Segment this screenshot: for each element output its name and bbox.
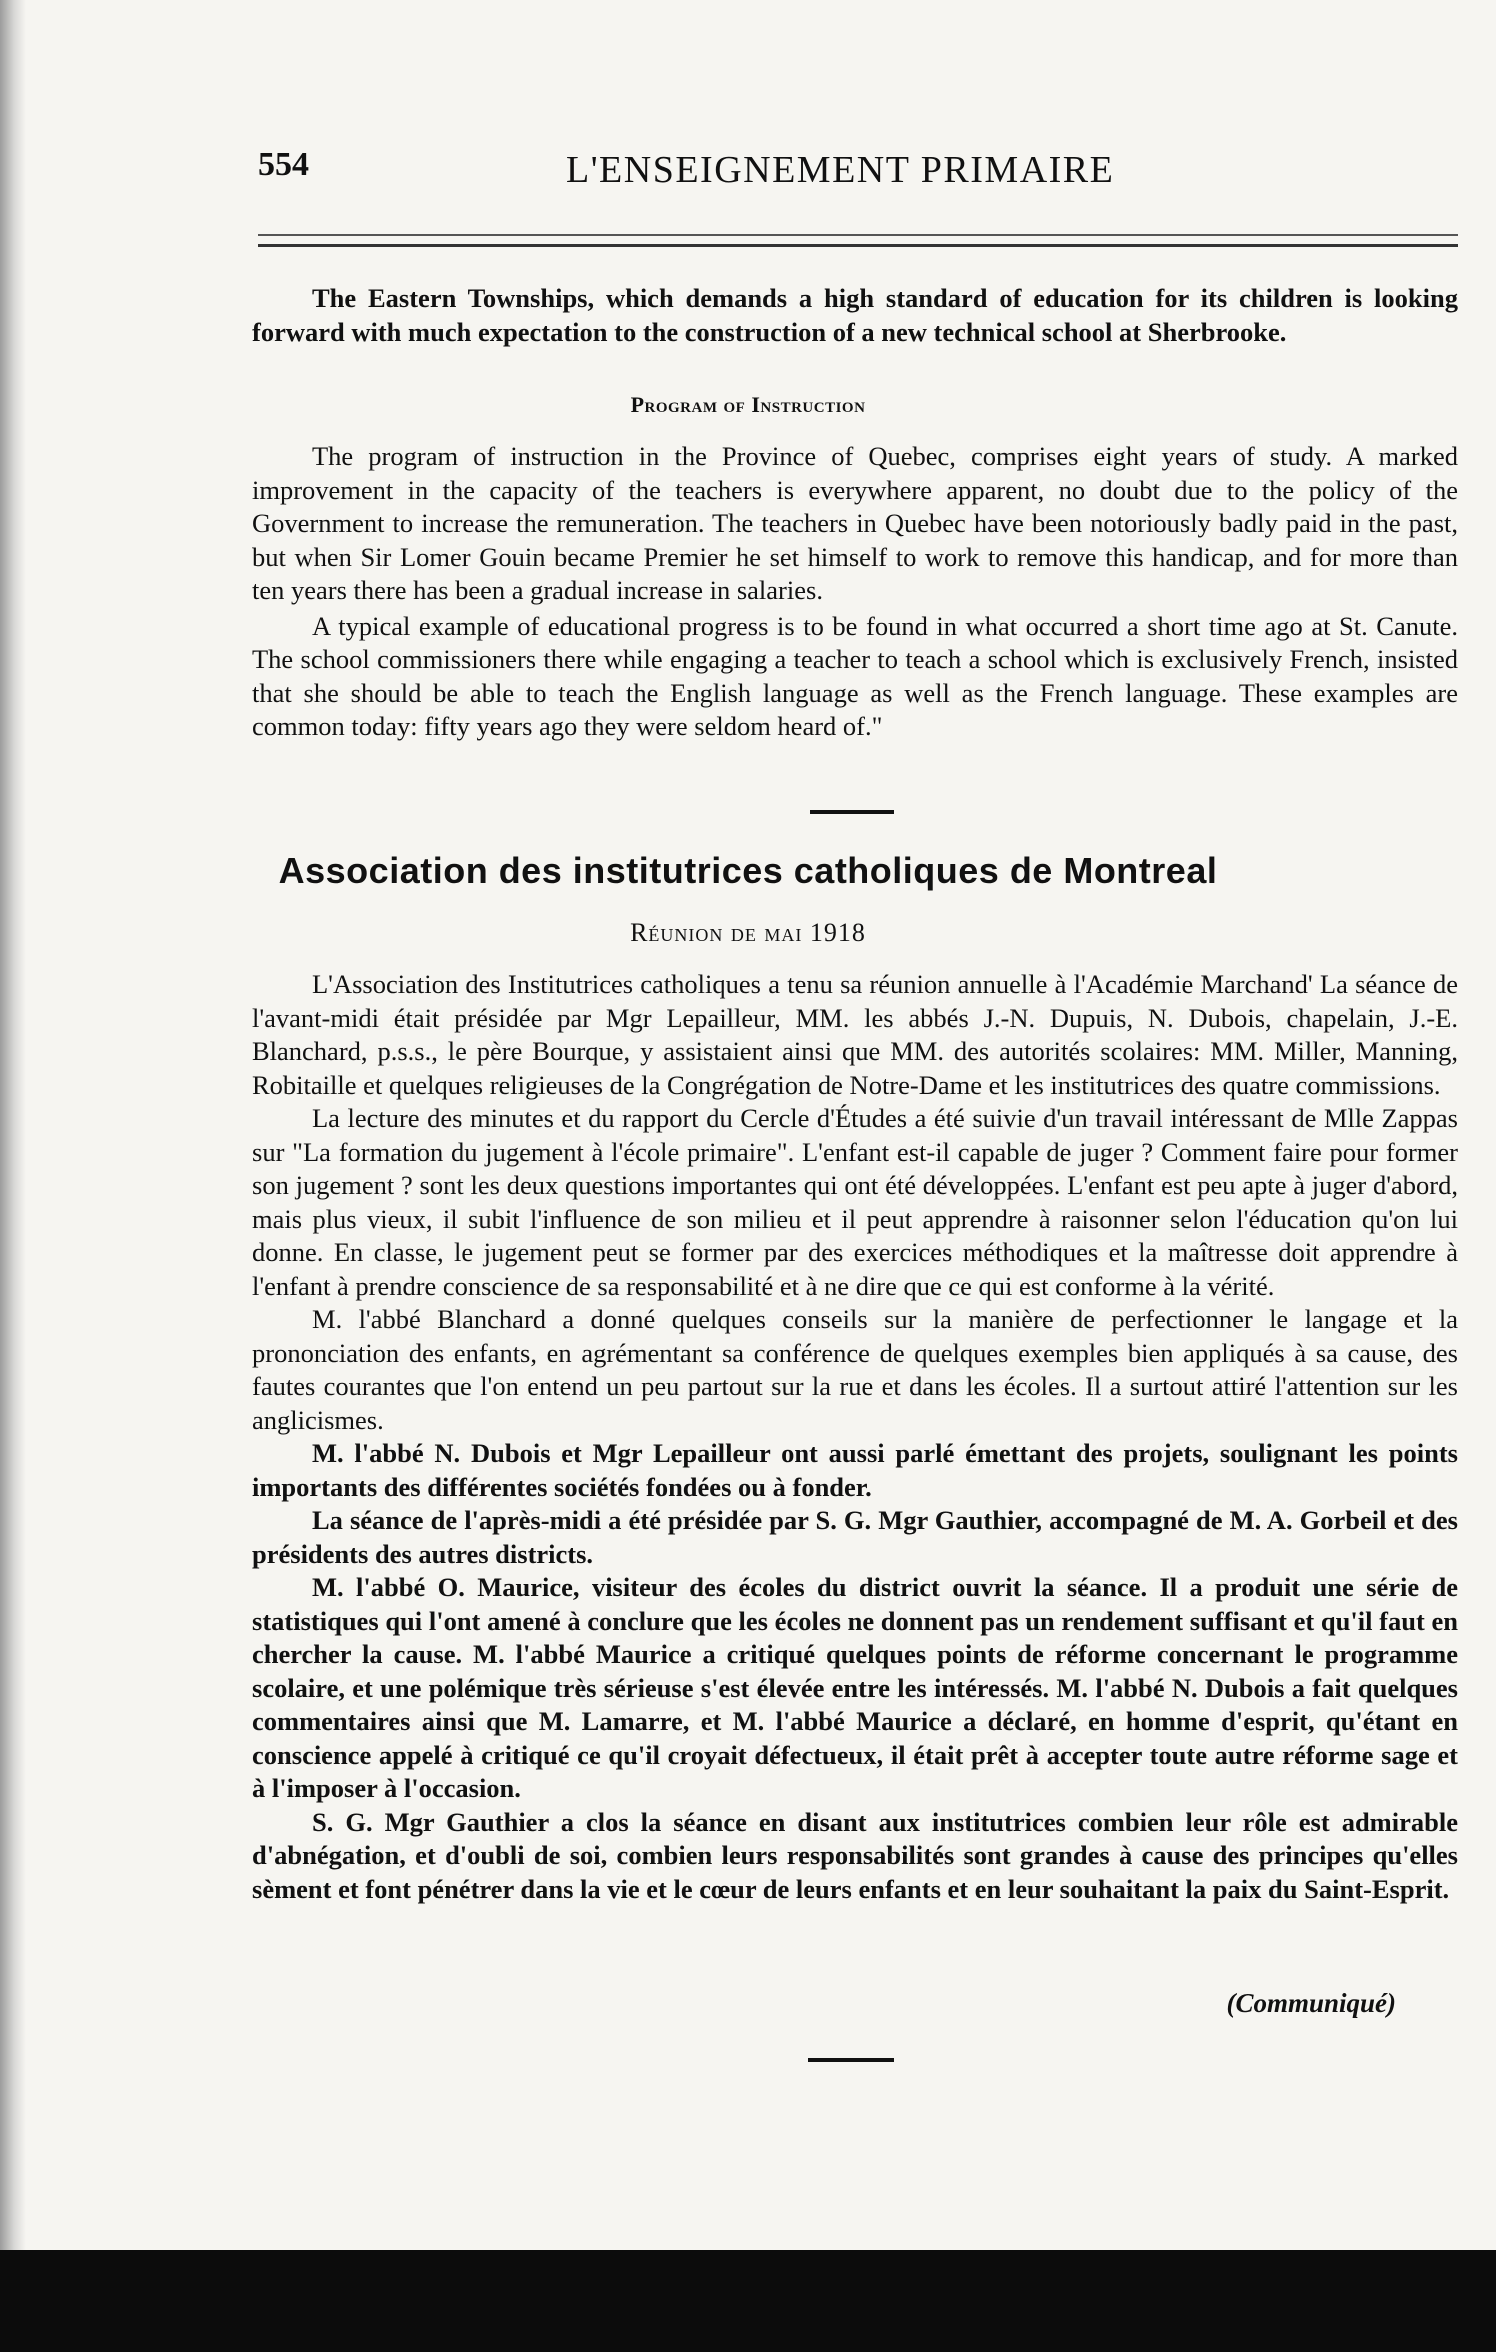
intro-paragraph: The Eastern Townships, which demands a high standard of education for its children is looking forward with much expectation to the construction of a new technical school at Sherbrooke. [252,283,1458,347]
association-paragraph: La séance de l'après-midi a été présidée par S. G. Mgr Gauthier, accompagné de M. A. Gorbeil et des présidents des autres districts. [252,1505,1458,1569]
association-paragraph: S. G. Mgr Gauthier a clos la séance en disant aux institutrices combien leur rôle est admirable d'abnégation, et d'oubli de soi, combien leurs responsabilités sont grandes à cause des principes qu'elles sèment et font pénétrer dans la vie et le cœur de leurs enfants et en leur souhaitant la paix du Saint-Esprit. [252,1806,1458,1904]
header-rule-thick [258,244,1458,247]
page-binding-edge [0,0,26,2250]
program-body [252,440,1458,744]
association-paragraph: M. l'abbé Blanchard a donné quelques conseils sur la manière de perfectionner le langage et la prononciation des enfants, en agrémentant sa conférence de quelques exemples bien appliqués à sa cause, des fautes courantes que l'on entend un peu partout sur la rue et dans les écoles. Il a surtout attiré l'attention sur les anglicismes. [252,1304,1458,1435]
association-paragraph: La lecture des minutes et du rapport du Cercle d'Études a été suivie d'un travail intéressant de Mlle Zappas sur "La formation du jugement à l'école primaire". L'enfant est-il capable de juger ? Comment faire pour former son jugement ? sont les deux questions importantes qui ont été développées. L'enfant est peu apte à juger d'abord, mais plus vieux, il subit l'influence de son milieu et il peut apprendre à raisonner selon l'éducation qu'on lui donne. En classe, le jugement peut se former par des exercices méthodiques et la maîtresse doit apprendre à l'enfant à prendre conscience de sa responsabilité et à ne dire que ce qui est conforme à la vérité. [252,1103,1458,1301]
intro-paragraph-block [252,282,1458,349]
section-divider [810,810,894,814]
page-number: 554 [258,146,309,183]
association-paragraph: M. l'abbé O. Maurice, visiteur des écoles du district ouvrit la séance. Il a produit une série de statistiques qui l'ont amené à conclure que les écoles ne donnent pas un rendement suffisant et qu'il faut en chercher la cause. M. l'abbé Maurice a critiqué quelques points de réforme concernant le programme scolaire, et une polémique très sérieuse s'est élevée entre les intéressés. M. l'abbé N. Dubois a fait quelques commentaires ainsi que M. Lamarre, et M. l'abbé Maurice a déclaré, en homme d'esprit, qu'étant en conscience appelé à critiqué ce qu'il croyait défectueux, il était prêt à accepter toute autre réforme sage et à l'imposer à l'occasion. [252,1572,1458,1803]
association-title: Association des institutrices catholiques de Montreal [278,850,1218,891]
association-subtitle: Réunion de mai 1918 [630,918,866,947]
signature-communique: (Communiqué) [1226,1988,1396,2018]
header-rule-thin [258,234,1458,236]
association-paragraph: L'Association des Institutrices catholiques a tenu sa réunion annuelle à l'Académie Marchand' La séance de l'avant-midi était présidée par Mgr Lepailleur, MM. les abbés J.-N. Dupuis, N. Dubois, chapelain, J.-E. Blanchard, p.s.s., le père Bourque, y assistaient ainsi que MM. des autorités scolaires: MM. Miller, Manning, Robitaille et quelques religieuses de la Congrégation de Notre-Dame et les institutrices des quatre commissions. [252,969,1458,1100]
program-paragraph: The program of instruction in the Province of Quebec, comprises eight years of study. A marked improvement in the capacity of the teachers is everywhere apparent, no doubt due to the policy of the Government to increase the remuneration. The teachers in Quebec have been notoriously badly paid in the past, but when Sir Lomer Gouin became Premier he set himself to work to remove this handicap, and for more than ten years there has been a gradual increase in salaries. [252,441,1458,605]
program-heading: Program of Instruction [630,392,866,417]
association-body [252,968,1458,1906]
running-title: L'ENSEIGNEMENT PRIMAIRE [566,149,1115,191]
association-paragraph: M. l'abbé N. Dubois et Mgr Lepailleur ont aussi parlé émettant des projets, soulignant les points importants des différentes sociétés fondées ou à fonder. [252,1438,1458,1502]
end-divider [808,2058,894,2062]
program-paragraph: A typical example of educational progress is to be found in what occurred a short time ago at St. Canute. The school commissioners there while engaging a teacher to teach a school which is exclusively French, insisted that she should be able to teach the English language as well as the French language. These examples are common today: fifty years ago they were seldom heard of." [252,610,1458,741]
